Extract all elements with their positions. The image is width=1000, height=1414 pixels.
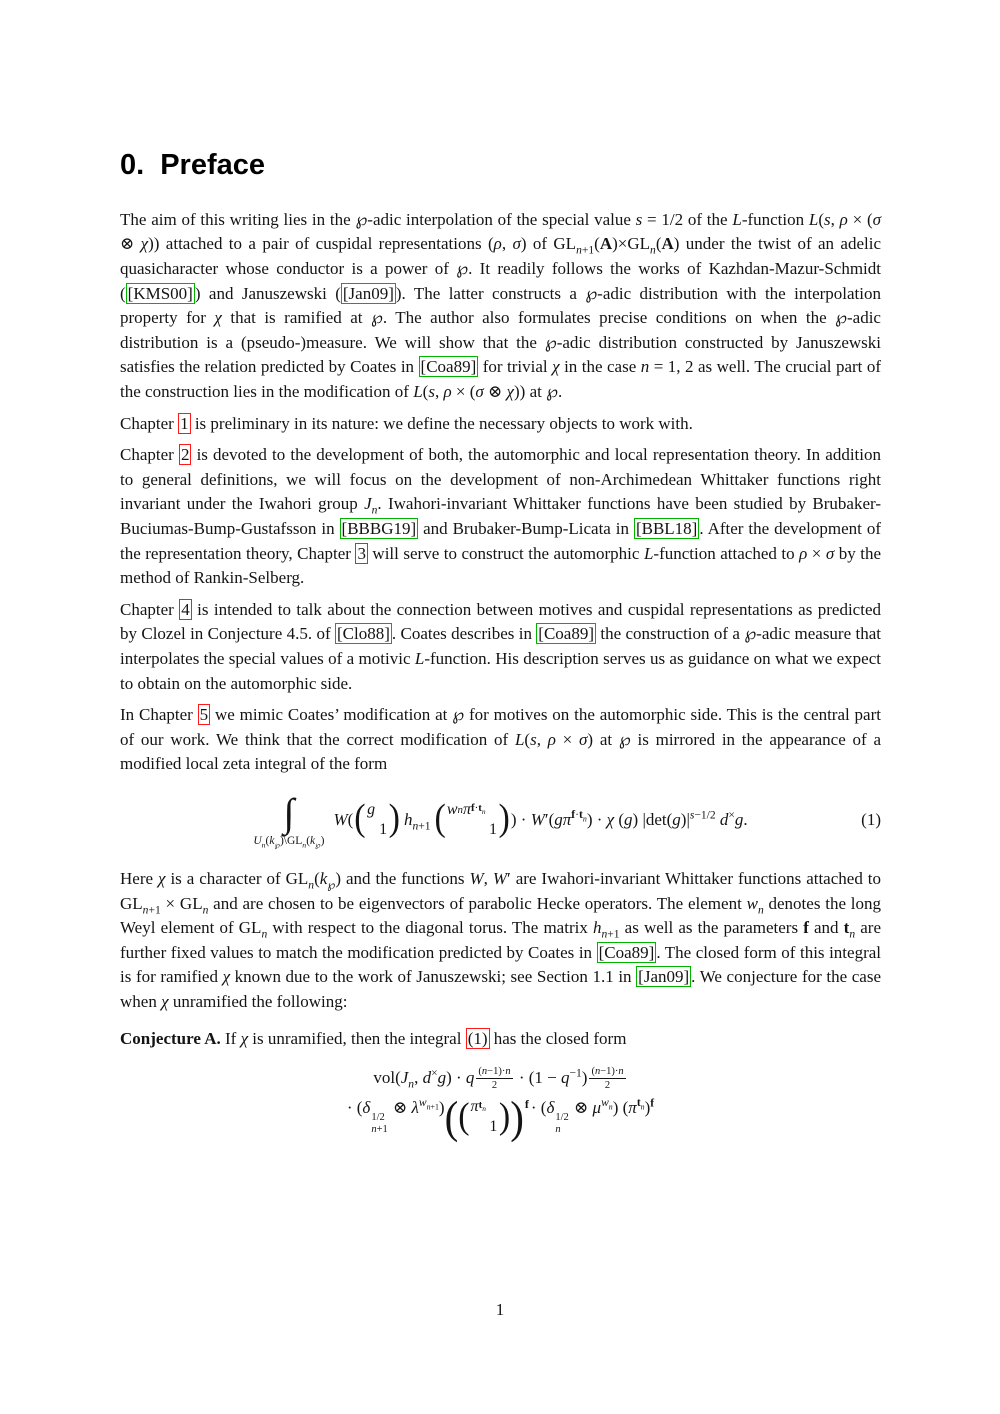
inline-math: f	[803, 918, 809, 938]
bold-run: Conjecture A.	[120, 1028, 221, 1048]
equation-tail: ) · $W'(g\pi^{f\cdot t_n}) \cdot \chi$ (g) $|\det(g)|^{s-1/2}$ d×g.	[510, 808, 748, 829]
page-number: 1	[495, 1300, 505, 1319]
text-run: of	[526, 234, 554, 254]
text-run: -adic distribution with the interpolation property for	[120, 283, 881, 328]
text-run: at	[525, 382, 547, 402]
inline-math: L(s, ρ × (σ ⊗ χ))	[120, 209, 882, 254]
paragraph-intro	[120, 208, 881, 405]
inner-left-paren-icon: (	[458, 1095, 470, 1137]
inline-math: $GL_{n+1}(A)\times GL_n(A)$	[553, 234, 680, 257]
text-run: is devoted to the development of both, the automorphic and local representation theory. In addition to general definitions, we will focus on the development of non-Archimedean Whittaker functions right invariant under the Iwahori group	[120, 445, 881, 514]
right-paren-icon: )	[388, 798, 400, 840]
text-run: of the	[683, 209, 733, 229]
inline-math: χ	[161, 991, 169, 1011]
inline-math: ℘	[585, 283, 598, 303]
text-run: -function. His description serves us as guidance on what we expect to obtain on the automorphic side.	[120, 648, 881, 693]
internal-reference-link[interactable]: 5	[199, 705, 209, 725]
paragraph-conjecture-a	[120, 1027, 881, 1052]
text-run: Chapter	[120, 413, 179, 433]
inline-math: L(s, ρ × (σ ⊗ χ))	[413, 382, 526, 402]
inline-math: $t_n$	[843, 918, 856, 941]
section-heading	[120, 150, 881, 182]
inline-math: χ	[222, 967, 231, 987]
text-run: unramified the following:	[168, 991, 348, 1011]
paragraph-chapter-2-3	[120, 443, 881, 591]
text-run: Chapter	[120, 599, 180, 619]
inline-math: L	[643, 543, 654, 563]
text-run: under the twist of an adelic quasicharacter whose conductor is a power of	[120, 234, 881, 279]
matrix-cell: 1	[379, 820, 388, 838]
section-title: Preface	[160, 149, 265, 181]
matrix-cell: 1	[489, 820, 498, 838]
internal-reference-link[interactable]: 2	[180, 445, 190, 465]
integral	[253, 789, 325, 849]
inline-math: χ	[552, 357, 560, 377]
matrix-1	[354, 800, 400, 840]
inline-math: L	[732, 209, 742, 229]
inner-right-paren-icon: )	[498, 1095, 511, 1137]
inline-math: L(s, ρ × σ)	[514, 729, 594, 749]
inline-math: ℘	[370, 308, 383, 328]
citation-link[interactable]: [Jan09]	[342, 283, 394, 303]
matrix-cell	[379, 801, 388, 819]
text-run: Here	[120, 868, 158, 888]
integral-domain: $U_n(k_℘)\backslash GL_n(k_℘)$	[253, 834, 325, 849]
citation-link[interactable]: [Coa89]	[538, 624, 595, 644]
matrix-cell	[489, 801, 498, 819]
inline-math: ℘	[618, 729, 631, 749]
citation-link[interactable]: [Clo88]	[336, 624, 390, 644]
paragraph-chapter-5	[120, 703, 881, 777]
inline-math: $GL_{n+1} \times GL_n$	[120, 893, 209, 916]
text-run: attached to a pair of cuspidal representations	[159, 234, 488, 254]
inline-math: ℘	[546, 382, 558, 402]
matrix-2-grid	[446, 800, 499, 840]
inline-math: ℘	[355, 209, 368, 229]
inline-math: n = 1, 2	[640, 357, 694, 377]
text-run: is a character of	[165, 868, 286, 888]
inline-math: ρ × σ	[799, 543, 835, 563]
text-run: . We conjecture for the case when	[120, 967, 882, 1011]
text-run: . The closed form of this integral is for ramified	[120, 942, 881, 987]
citation-link[interactable]: [Jan09]	[638, 967, 690, 987]
line-2-suffix: · (δ 1/2 n ⊗ $\mu^{w_n}$) $(\pi^{t_n})^f$	[530, 1096, 655, 1136]
text-run: are further fixed values to match the modification predicted by Coates in	[120, 918, 881, 962]
inline-math: $J_n$	[364, 494, 378, 517]
text-run: in the case	[559, 357, 641, 377]
citation-link[interactable]: [BBL18]	[635, 519, 698, 539]
page-content	[120, 149, 882, 1143]
display-equation-1	[120, 787, 881, 853]
right-paren-icon: )	[498, 798, 510, 840]
matrix-cell	[367, 821, 376, 839]
citation-link[interactable]: [KMS00]	[127, 283, 193, 303]
citation-link[interactable]: [Coa89]	[420, 357, 477, 377]
inline-math: ℘	[744, 624, 757, 644]
h-factor: $h_{n+1}$	[403, 809, 431, 833]
matrix-cell	[489, 1098, 498, 1116]
line-2-prefix: · (δ 1/2 n+1 ⊗ $\lambda^{w_{n+1}}$)	[346, 1096, 445, 1136]
text-run: is unramified, then the integral	[248, 1028, 466, 1048]
inline-math: s = 1/2	[635, 209, 684, 229]
text-run: -adic measure that interpolates the special values of a motivic	[120, 624, 881, 668]
text-run: In Chapter	[120, 705, 198, 725]
matrix-1-grid	[366, 800, 389, 840]
internal-reference-link[interactable]: 4	[181, 599, 190, 619]
conjecture-matrix-grid	[470, 1097, 499, 1137]
left-paren-icon: (	[354, 798, 366, 840]
text-run: known due to the work of Januszewski; see Section 1.1 in	[230, 967, 637, 987]
text-run: has the closed form	[489, 1028, 627, 1048]
text-run: and	[808, 918, 844, 938]
matrix-cell: g	[367, 800, 376, 818]
text-run: for trivial	[478, 357, 553, 377]
text-run: If	[220, 1028, 241, 1048]
matrix-2	[435, 800, 510, 840]
citation-link[interactable]: [Coa89]	[598, 942, 655, 962]
text-run: . Coates describes in	[391, 624, 537, 644]
equation-number: (1)	[861, 809, 881, 829]
text-run: that is ramified at	[221, 308, 371, 328]
internal-reference-link[interactable]: 3	[357, 543, 366, 563]
citation-link[interactable]: [BBBG19]	[341, 519, 417, 539]
text-run: by the method of Rankin-Selberg.	[120, 543, 881, 588]
inline-math: (ρ, σ)	[487, 234, 527, 254]
inline-math: $GL_n(k_℘)$	[285, 868, 342, 892]
inline-math: ℘	[452, 705, 465, 725]
paragraph-chapter-1	[120, 412, 881, 437]
conjecture-equation-line-2	[120, 1091, 881, 1143]
paragraph-chapter-4	[120, 598, 881, 696]
text-run: is mirrored in the appearance of a modified local zeta integral of the form	[120, 729, 881, 774]
matrix-cell: 1	[489, 1118, 498, 1136]
internal-reference-link[interactable]: 1	[180, 413, 189, 433]
inline-math: χ	[240, 1028, 249, 1048]
text-run: and the functions	[341, 868, 470, 888]
text-run: is preliminary in its nature: we define the necessary objects to work with.	[190, 413, 693, 433]
inline-math: W, W′	[469, 868, 511, 888]
inline-math: ℘	[544, 332, 557, 352]
text-run: as well as the parameters	[619, 918, 804, 938]
text-run: is intended to talk about the connection between motives and cuspidal representations as predicted by Clozel in Conjecture 4.5. of	[120, 599, 881, 644]
text-run: -adic interpolation of the special value	[367, 209, 636, 229]
text-run: ) and Januszewski (	[194, 283, 341, 303]
conjecture-display-equation	[120, 1065, 881, 1143]
text-run: the construction of a	[596, 624, 745, 644]
text-run: as well. The crucial part of the construction lies in the modification of	[120, 357, 882, 402]
matrix-cell	[474, 1118, 483, 1136]
left-paren-icon: (	[434, 798, 446, 840]
text-run: will serve to construct the automorphic	[367, 543, 644, 563]
inline-math: $GL_n$	[238, 918, 268, 941]
inline-math: ℘	[456, 259, 469, 279]
text-run: -adic distribution constructed by Januszewski satisfies the relation predicted by Coates in	[120, 332, 881, 377]
text-run: Chapter	[120, 445, 179, 465]
outer-left-paren-icon: (	[444, 1091, 459, 1143]
text-run: denotes the long Weyl element of	[120, 893, 882, 938]
text-run: at	[593, 729, 619, 749]
text-run: and are chosen to be eigenvectors of parabolic Hecke operators. The element	[208, 893, 747, 913]
text-run: -adic distribution is a (pseudo-)measure. We will show that the	[120, 308, 881, 352]
text-run: The aim of this writing lies in the	[120, 209, 356, 229]
integral-sign: ∫	[283, 789, 295, 835]
text-run: with respect to the diagonal torus. The matrix	[267, 918, 593, 938]
whittaker-open: W(	[333, 809, 354, 829]
inline-math: $h_{n+1}$	[592, 918, 620, 941]
text-run: ). The latter constructs a	[395, 283, 586, 303]
outer-right-paren-icon: )	[510, 1091, 524, 1143]
equation-1-body	[253, 789, 748, 849]
text-run: . Iwahori-invariant Whittaker functions have been studied by Brubaker-Buciumas-Bump-Gustafsson in	[120, 494, 881, 539]
text-run: . The author also formulates precise conditions on when the	[382, 308, 836, 328]
matrix-cell	[462, 821, 471, 839]
outer-power: f	[524, 1097, 529, 1112]
inline-math: χ	[158, 868, 166, 888]
text-run: we mimic Coates’ modification at	[210, 705, 453, 725]
paragraph-after-equation	[120, 867, 881, 1015]
matrix-cell: π $t_n$	[470, 1098, 486, 1116]
text-run: -function attached to	[653, 543, 800, 563]
text-run: . It readily follows the works of Kazhdan-Mazur-Schmidt (	[120, 259, 881, 303]
inline-math: $w_n$	[746, 893, 764, 916]
inline-math: ℘	[835, 308, 847, 328]
text-run: -function	[741, 209, 809, 229]
text-run: are Iwahori-invariant Whittaker functions attached to	[510, 868, 882, 888]
internal-reference-link[interactable]: (1)	[467, 1028, 488, 1048]
conjecture-equation-line-1: $vol(J_n$, d×g) · q $\frac{(n-1)\cdot n}{2}$ · $(1 - q^{-1})$ $\frac{(n-1)\cdot n}{2}$	[373, 1066, 624, 1092]
inline-math: χ	[214, 308, 222, 328]
text-run: .	[557, 382, 563, 402]
matrix-cell: w n π $f\cdot t_n$	[446, 800, 486, 818]
text-run: for motives on the automorphic side. This is the central part of our work. We think that the correct modification of	[120, 705, 881, 749]
section-number: 0.	[120, 149, 145, 181]
text-run: and Brubaker-Bump-Licata in	[418, 519, 634, 539]
text-run: . After the development of the representation theory, Chapter	[120, 519, 881, 563]
inline-math: L	[414, 648, 425, 668]
